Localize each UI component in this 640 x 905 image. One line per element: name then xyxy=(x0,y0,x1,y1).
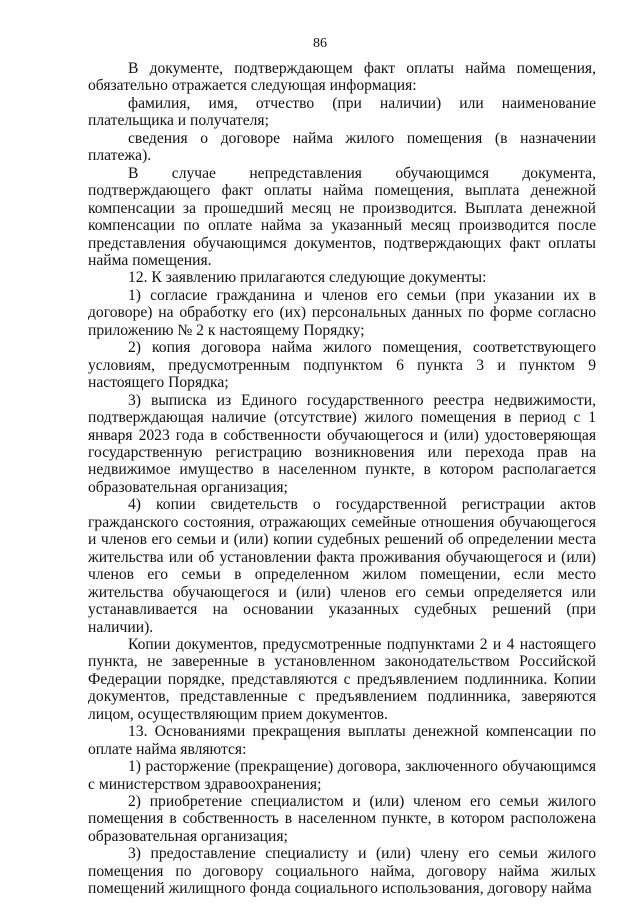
paragraph-item-12-3: 3) выписка из Единого государственного реестра недвижимости, подтверждающая наличие (отсутствие) жилого помещения в период с 1 января 2023 года в собственности обучающегося и (или) удостоверяющая государственную регистрацию возникновения или перехода прав на недвижимое имущество в населенном пункте, в котором располагается образовательная организация; xyxy=(88,391,596,496)
paragraph-item-13-2: 2) приобретение специалистом и (или) членом его семьи жилого помещения в собственность в населенном пункте, в котором расположена образовательная организация; xyxy=(88,793,596,845)
paragraph-item-12-2: 2) копия договора найма жилого помещения, соответствующего условиям, предусмотренным подпунктом 6 пункта 3 и пунктом 9 настоящего Порядка; xyxy=(88,339,596,392)
paragraph-payment-document-info: В документе, подтверждающем факт оплаты найма помещения, обязательно отражается следующая информация: xyxy=(88,60,596,95)
paragraph-item-13-heading: 13. Основаниями прекращения выплаты денежной компенсации по оплате найма являются: xyxy=(88,723,596,758)
page-number: 86 xyxy=(313,36,327,51)
paragraph-item-12-1: 1) согласие гражданина и членов его семьи (при указании их в договоре) на обработку его (их) персональных данных по форме согласно приложению № 2 к настоящему Порядку; xyxy=(88,286,596,339)
paragraph-payer-name: фамилия, имя, отчество (при наличии) или наименование плательщика и получателя; xyxy=(88,94,596,130)
paragraph-item-13-3: 3) предоставление специалисту и (или) члену его семьи жилого помещения по договору социального найма, договору найма жилых помещений жилищного фонда социального использования, договору найма xyxy=(88,845,596,898)
paragraph-contract-info: сведения о договоре найма жилого помещения (в назначении платежа). xyxy=(88,129,596,165)
paragraph-item-12-4: 4) копии свидетельств о государственной регистрации актов гражданского состояния, отражающих семейные отношения обучающегося и членов его семьи и (или) копии судебных решений об определении места жительства или об установлении факта проживания обучающегося и (или) членов его семьи в определенном жилом помещении, если место жительства обучающегося и (или) членов его семьи определяется или устанавливается на основании указанных судебных решений (при наличии). xyxy=(88,496,596,636)
paragraph-non-submission: В случае непредставления обучающимся документа, подтверждающего факт оплаты найма помещения, выплата денежной компенсации за прошедший месяц не производится. Выплата денежной компенсации по оплате найма за указанный месяц производится после представления обучающимся документов, подтверждающих факт оплаты найма помещения. xyxy=(88,164,596,269)
paragraph-copies-certification: Копии документов, предусмотренные подпунктами 2 и 4 настоящего пункта, не заверенные в установленном законодательством Российской Федерации порядке, представляются с предъявлением подлинника. Копии документов, представленные с предъявлением подлинника, заверяются лицом, осуществляющим прием документов. xyxy=(88,635,596,723)
document-body xyxy=(88,60,596,898)
paragraph-item-12-heading: 12. К заявлению прилагаются следующие документы: xyxy=(128,269,487,287)
paragraph-item-13-1: 1) расторжение (прекращение) договора, заключенного обучающимся с министерством здравоохранения; xyxy=(88,758,596,793)
